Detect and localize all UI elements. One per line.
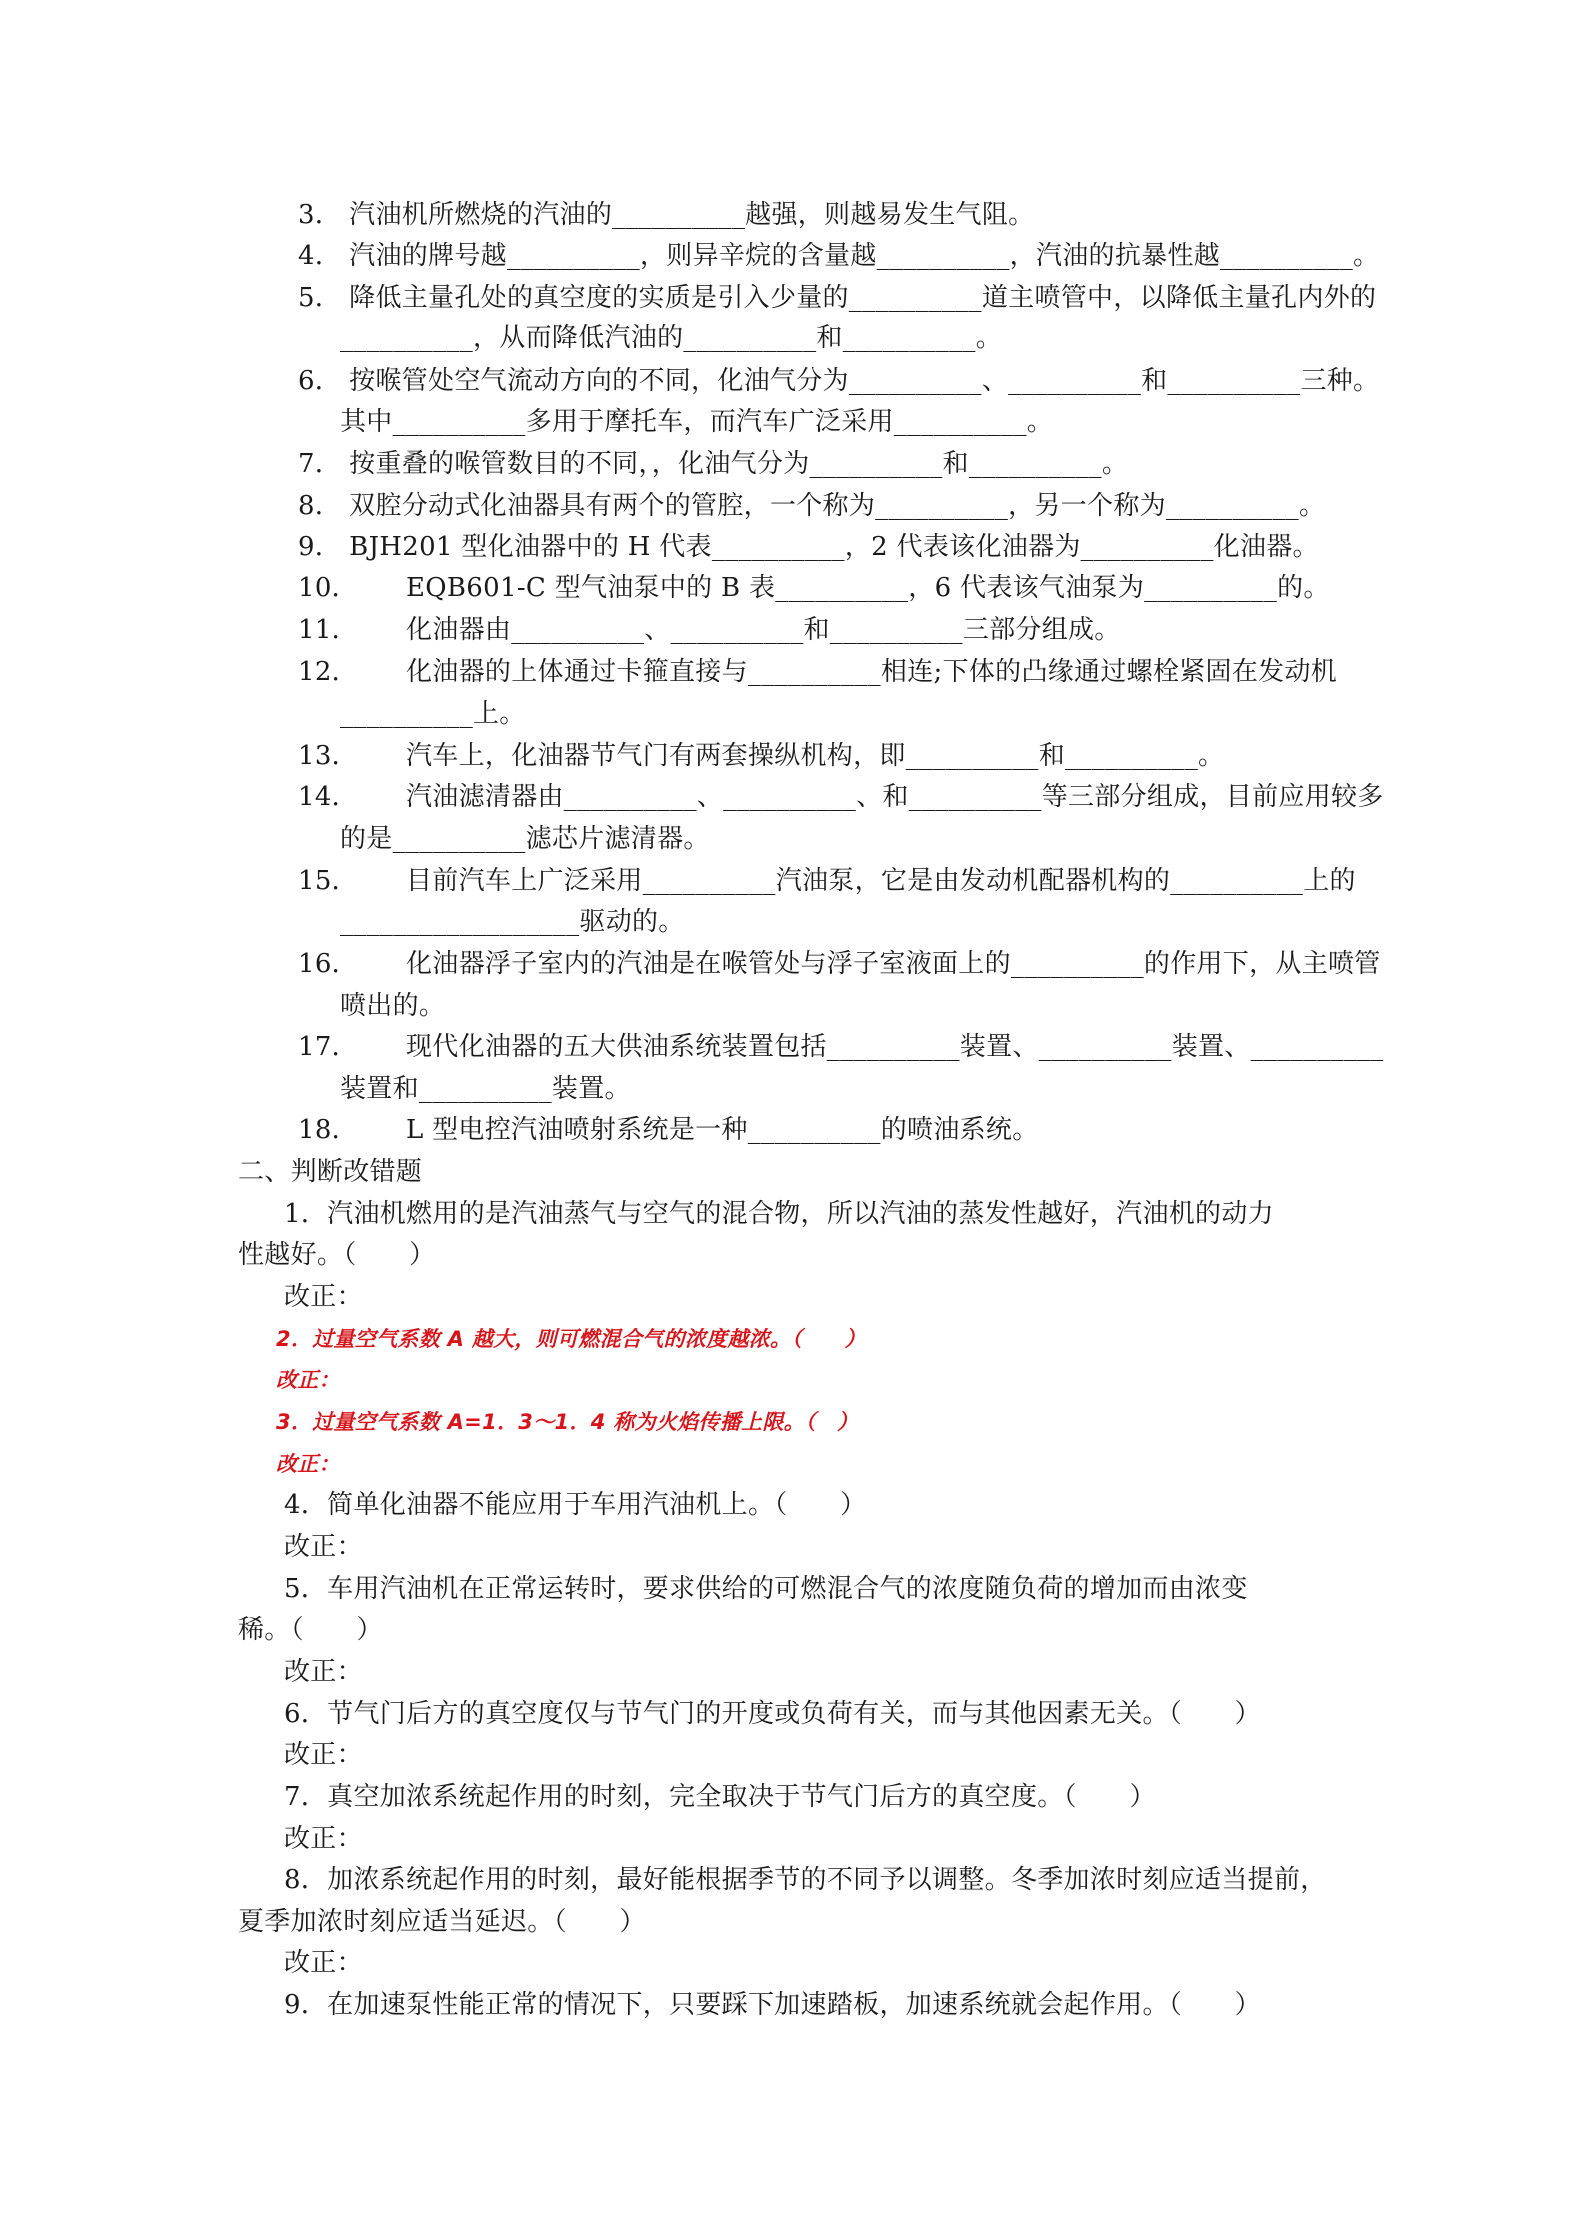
item-number: 10． <box>298 573 358 603</box>
correction-label: 改正： <box>284 1824 363 1854</box>
tf-question-6: 6．节气门后方的真空度仅与节气门的开度或负荷有关，而与其他因素无关。（ ） <box>284 1699 1261 1729</box>
item-text: L 型电控汽油喷射系统是一种__________的喷油系统。 <box>406 1115 1039 1145</box>
fill-item-11 <box>298 613 1121 647</box>
section-heading: 二、判断改错题 <box>238 1157 423 1187</box>
item-text: 降低主量孔处的真空度的实质是引入少量的__________道主喷管中，以降低主量孔内外的 <box>349 283 1377 313</box>
item-number: 3． <box>298 200 342 230</box>
fill-item-3 <box>298 198 1034 232</box>
item-text: 化油器的上体通过卡箍直接与__________相连;下体的凸缘通过螺栓紧固在发动机 <box>406 657 1338 687</box>
fill-item-4 <box>298 239 1379 273</box>
item-number: 13． <box>298 741 358 771</box>
fill-item-5-cont: __________，从而降低汽油的__________和__________。 <box>340 323 1002 353</box>
tf-question-5: 5．车用汽油机在正常运转时，要求供给的可燃混合气的浓度随负荷的增加而由浓变 <box>284 1574 1248 1604</box>
item-text: 汽油滤清器由__________、__________、和__________等三部分组成，目前应用较多 <box>406 782 1384 812</box>
fill-item-12 <box>298 655 1338 689</box>
fill-item-6 <box>298 364 1379 398</box>
item-number: 7． <box>298 449 342 479</box>
fill-item-16-cont: 喷出的。 <box>340 991 446 1021</box>
item-text: 化油器浮子室内的汽油是在喉管处与浮子室液面上的__________的作用下，从主喷管 <box>406 949 1381 979</box>
item-number: 18． <box>298 1115 358 1145</box>
fill-item-8 <box>298 489 1325 523</box>
tf-question-3-highlighted: 3．过量空气系数 A=1．3～1．4 称为火焰传播上限。（ ） <box>276 1410 859 1434</box>
correction-label: 改正： <box>284 1532 363 1562</box>
item-number: 12． <box>298 657 358 687</box>
item-text: 现代化油器的五大供油系统装置包括__________装置、__________装置、__________ <box>406 1032 1384 1062</box>
tf-question-4: 4．简单化油器不能应用于车用汽油机上。（ ） <box>284 1490 867 1520</box>
fill-item-14 <box>298 780 1384 814</box>
correction-label: 改正： <box>284 1740 363 1770</box>
fill-item-6-cont: 其中__________多用于摩托车，而汽车广泛采用__________。 <box>340 407 1054 437</box>
tf-question-1-cont: 性越好。（ ） <box>238 1240 436 1270</box>
item-number: 14． <box>298 782 358 812</box>
item-number: 11． <box>298 615 358 645</box>
item-number: 9． <box>298 532 342 562</box>
item-number: 15． <box>298 866 358 896</box>
item-text: 按喉管处空气流动方向的不同，化油气分为__________、__________和__________三种。 <box>349 366 1380 396</box>
item-text: 汽油机所燃烧的汽油的__________越强，则越易发生气阻。 <box>349 200 1035 230</box>
fill-item-10 <box>298 571 1330 605</box>
tf-question-8: 8．加浓系统起作用的时刻，最好能根据季节的不同予以调整。冬季加浓时刻应适当提前， <box>284 1865 1327 1895</box>
item-text: EQB601-C 型气油泵中的 B 表__________，6 代表该气油泵为__________的。 <box>406 573 1330 603</box>
item-number: 8． <box>298 491 342 521</box>
fill-item-17-cont: 装置和__________装置。 <box>340 1074 631 1104</box>
tf-question-7: 7．真空加浓系统起作用的时刻，完全取决于节气门后方的真空度。（ ） <box>284 1782 1156 1812</box>
item-text: 汽车上，化油器节气门有两套操纵机构，即__________和__________。 <box>406 741 1225 771</box>
fill-item-15 <box>298 864 1356 898</box>
fill-item-16 <box>298 947 1381 981</box>
fill-item-12-cont: __________上。 <box>340 699 526 729</box>
item-text: 化油器由__________、__________和__________三部分组成。 <box>406 615 1121 645</box>
correction-label-highlighted: 改正： <box>276 1452 340 1476</box>
tf-question-2-highlighted: 2．过量空气系数 A 越大，则可燃混合气的浓度越浓。（ ） <box>276 1327 866 1351</box>
correction-label: 改正： <box>284 1282 363 1312</box>
fill-item-17 <box>298 1030 1384 1064</box>
fill-item-15-cont: __________________驱动的。 <box>340 907 685 937</box>
correction-label: 改正： <box>284 1657 363 1687</box>
item-text: 按重叠的喉管数目的不同，，化油气分为__________和__________。 <box>349 449 1129 479</box>
item-text: 双腔分动式化油器具有两个的管腔，一个称为__________，另一个称为__________。 <box>349 491 1326 521</box>
fill-item-5 <box>298 281 1376 315</box>
tf-question-9: 9．在加速泵性能正常的情况下，只要踩下加速踏板，加速系统就会起作用。（ ） <box>284 1990 1261 2020</box>
item-number: 17． <box>298 1032 358 1062</box>
item-number: 16． <box>298 949 358 979</box>
correction-label-highlighted: 改正： <box>276 1368 340 1392</box>
tf-question-1: 1．汽油机燃用的是汽油蒸气与空气的混合物，所以汽油的蒸发性越好，汽油机的动力 <box>284 1199 1274 1229</box>
item-number: 4． <box>298 241 342 271</box>
fill-item-13 <box>298 739 1225 773</box>
item-text: BJH201 型化油器中的 H 代表__________，2 代表该化油器为__________化油器。 <box>349 532 1319 562</box>
tf-question-5-cont: 稀。（ ） <box>238 1615 383 1645</box>
fill-item-7 <box>298 447 1128 481</box>
item-number: 5． <box>298 283 342 313</box>
item-number: 6． <box>298 366 342 396</box>
fill-item-18 <box>298 1113 1039 1147</box>
tf-question-8-cont: 夏季加浓时刻应适当延迟。（ ） <box>238 1907 646 1937</box>
correction-label: 改正： <box>284 1948 363 1978</box>
item-text: 目前汽车上广泛采用__________汽油泵，它是由发动机配器机构的__________上的 <box>406 866 1356 896</box>
item-text: 汽油的牌号越__________，则异辛烷的含量越__________，汽油的抗暴性越__________。 <box>349 241 1380 271</box>
fill-item-14-cont: 的是__________滤芯片滤清器。 <box>340 824 710 854</box>
fill-item-9 <box>298 530 1319 564</box>
